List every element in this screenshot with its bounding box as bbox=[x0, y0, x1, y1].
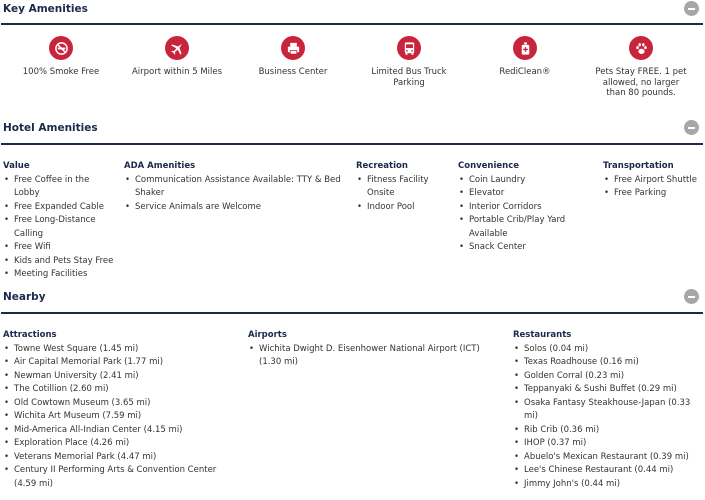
column-title: Restaurants bbox=[513, 330, 572, 340]
nearby-title: Nearby bbox=[3, 291, 46, 303]
hotel-amenities-collapse-button[interactable] bbox=[684, 120, 699, 135]
airplane-icon bbox=[165, 36, 189, 60]
list-item: • Lee's Chinese Restaurant (0.44 mi) bbox=[513, 464, 703, 478]
nearby-collapse-button[interactable] bbox=[684, 289, 699, 304]
list-item: • Indoor Pool bbox=[356, 201, 451, 215]
key-amenities-divider bbox=[1, 23, 703, 25]
amenity-smoke-free bbox=[15, 36, 107, 78]
list-item: • Interior Corridors bbox=[458, 201, 588, 215]
printer-icon bbox=[281, 36, 305, 60]
nearby-divider bbox=[1, 312, 703, 314]
list-item: • Mid-America All-Indian Center (4.15 mi) bbox=[3, 424, 228, 438]
list-item: • Free Expanded Cable bbox=[3, 201, 115, 215]
list-item: • Free Wifi bbox=[3, 241, 115, 255]
key-amenities-title: Key Amenities bbox=[3, 3, 88, 15]
list-item: • Free Long-Distance Calling bbox=[3, 214, 115, 241]
amenity-label: Limited Bus Truck Parking bbox=[371, 67, 447, 88]
list-item: • Portable Crib/Play Yard Available bbox=[458, 214, 588, 241]
amenity-column-transportation bbox=[603, 160, 703, 201]
nearby-column-restaurants bbox=[513, 329, 703, 491]
amenity-label: RediClean® bbox=[499, 67, 551, 77]
list-item: • Exploration Place (4.26 mi) bbox=[3, 437, 228, 451]
list-item: • Air Capital Memorial Park (1.77 mi) bbox=[3, 356, 228, 370]
amenity-label: Airport within 5 Miles bbox=[131, 67, 223, 77]
hotel-amenities-header bbox=[0, 120, 705, 140]
nearby-column-airports bbox=[248, 329, 498, 370]
list-item: • Newman University (2.41 mi) bbox=[3, 370, 228, 384]
list-item: • Veterans Memorial Park (4.47 mi) bbox=[3, 451, 228, 465]
list-item: • Service Animals are Welcome bbox=[124, 201, 349, 215]
list-item: • Old Cowtown Museum (3.65 mi) bbox=[3, 397, 228, 411]
paw-icon bbox=[629, 36, 653, 60]
list-item: • Kids and Pets Stay Free bbox=[3, 255, 115, 269]
list-item: • Golden Corral (0.23 mi) bbox=[513, 370, 703, 384]
column-title: Value bbox=[3, 161, 30, 171]
nearby-column-attractions bbox=[3, 329, 228, 491]
list-item: • Rib Crib (0.36 mi) bbox=[513, 424, 703, 438]
bus-icon bbox=[397, 36, 421, 60]
column-title: Attractions bbox=[3, 330, 57, 340]
list-item: • Wichita Dwight D. Eisenhower National Airport (ICT) (1.30 mi) bbox=[248, 343, 498, 370]
list-item: • Snack Center bbox=[458, 241, 588, 255]
nearby-header bbox=[0, 289, 705, 309]
list-item: • Osaka Fantasy Steakhouse-Japan (0.33 mi) bbox=[513, 397, 703, 424]
column-title: Convenience bbox=[458, 161, 520, 171]
list-item: • Texas Roadhouse (0.16 mi) bbox=[513, 356, 703, 370]
list-item: • Wichita Art Museum (7.59 mi) bbox=[3, 410, 228, 424]
list-item: • Elevator bbox=[458, 187, 588, 201]
list-item: • Communication Assistance Available: TTY & Bed Shaker bbox=[124, 174, 349, 201]
list-item: • Abuelo's Mexican Restaurant (0.39 mi) bbox=[513, 451, 703, 465]
list-item: • Century II Performing Arts & Convention Center (4.59 mi) bbox=[3, 464, 228, 491]
sanitizer-icon bbox=[513, 36, 537, 60]
list-item: • Free Coffee in the Lobby bbox=[3, 174, 115, 201]
list-item: • Towne West Square (1.45 mi) bbox=[3, 343, 228, 357]
amenity-label: Pets Stay FREE. 1 pet allowed, no larger than 80 pounds. bbox=[595, 67, 687, 98]
list-item: • Solos (0.04 mi) bbox=[513, 343, 703, 357]
key-amenities-collapse-button[interactable] bbox=[684, 1, 699, 16]
amenity-label: 100% Smoke Free bbox=[22, 67, 100, 77]
amenity-pets bbox=[595, 36, 687, 99]
list-item: • Teppanyaki & Sushi Buffet (0.29 mi) bbox=[513, 383, 703, 397]
list-item: • Free Airport Shuttle bbox=[603, 174, 703, 188]
no-smoking-icon bbox=[49, 36, 73, 60]
amenity-column-recreation bbox=[356, 160, 451, 214]
amenity-bus-parking bbox=[363, 36, 455, 88]
amenity-airport bbox=[131, 36, 223, 78]
list-item: • IHOP (0.37 mi) bbox=[513, 437, 703, 451]
list-item: • The Cotillion (2.60 mi) bbox=[3, 383, 228, 397]
column-title: ADA Amenities bbox=[124, 161, 196, 171]
column-title: Recreation bbox=[356, 161, 408, 171]
amenity-column-ada bbox=[124, 160, 349, 214]
hotel-amenities-divider bbox=[1, 143, 703, 145]
amenity-column-convenience bbox=[458, 160, 588, 255]
list-item: • Jimmy John's (0.44 mi) bbox=[513, 478, 703, 492]
amenity-column-value bbox=[3, 160, 115, 282]
amenity-rediclean bbox=[479, 36, 571, 78]
key-amenities-header bbox=[0, 1, 705, 21]
column-title: Transportation bbox=[603, 161, 674, 171]
list-item: • Free Parking bbox=[603, 187, 703, 201]
amenity-business-center bbox=[247, 36, 339, 78]
list-item: • Meeting Facilities bbox=[3, 268, 115, 282]
list-item: • Fitness Facility Onsite bbox=[356, 174, 451, 201]
hotel-amenities-title: Hotel Amenities bbox=[3, 122, 98, 134]
column-title: Airports bbox=[248, 330, 287, 340]
list-item: • Coin Laundry bbox=[458, 174, 588, 188]
amenity-label: Business Center bbox=[258, 67, 328, 77]
